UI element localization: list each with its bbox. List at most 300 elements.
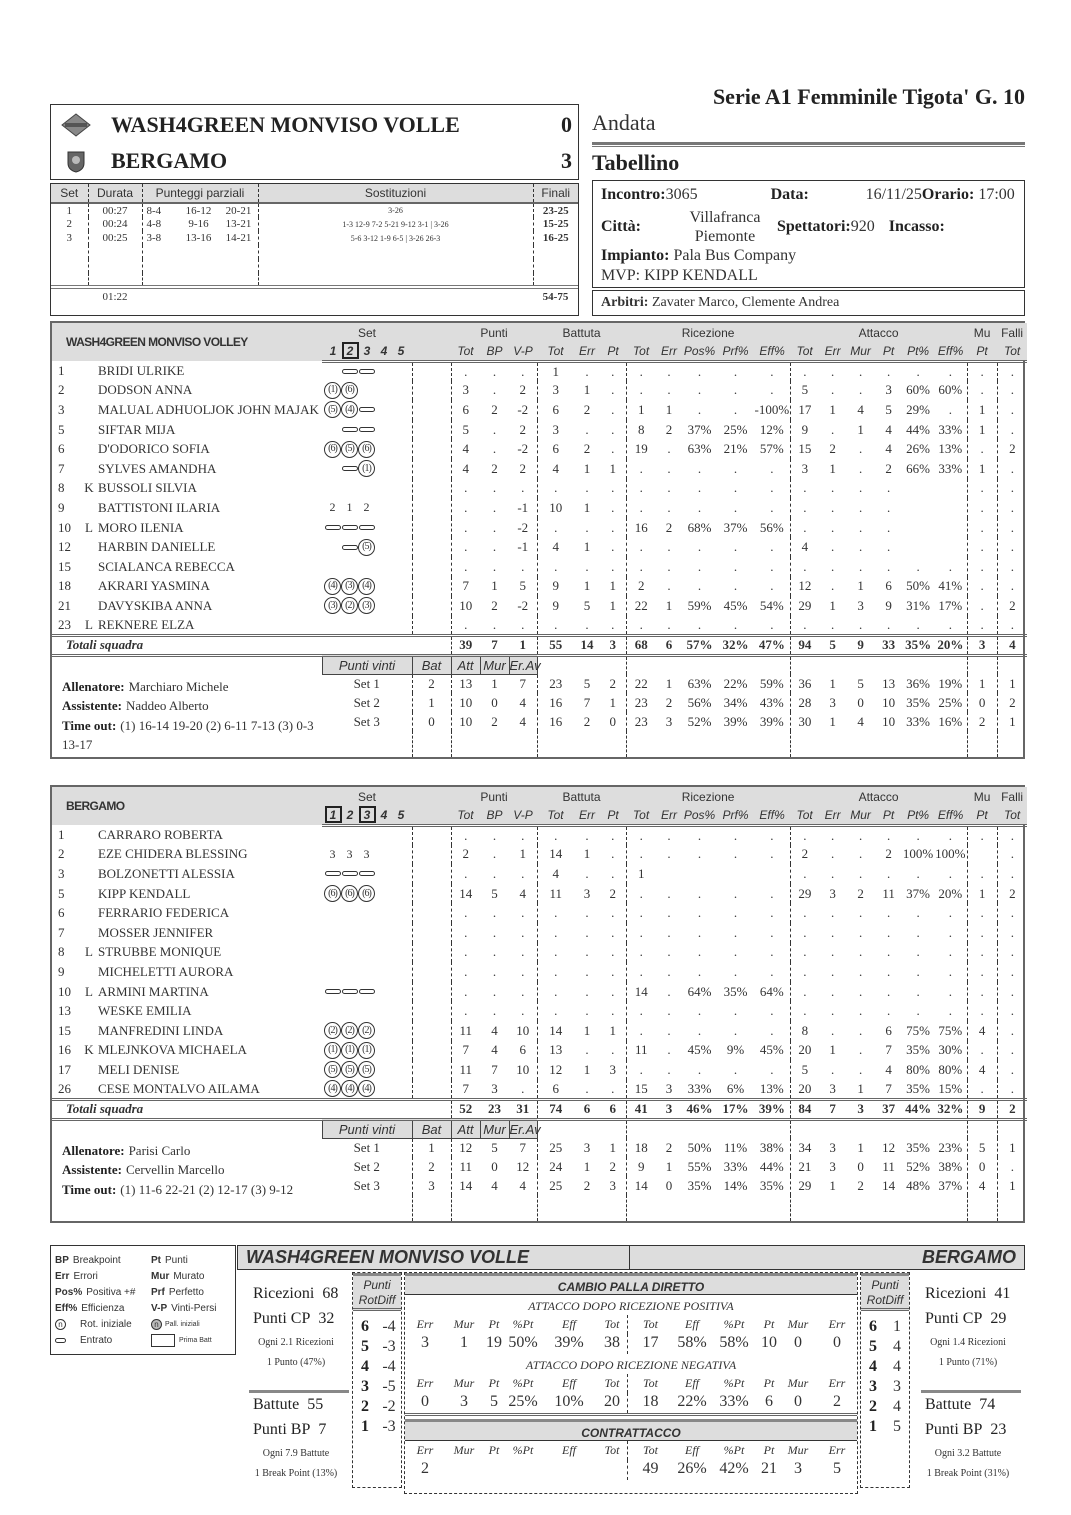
stat-cell: . — [948, 944, 952, 960]
total-cell: 5 — [819, 635, 846, 655]
stat-cell: 1 — [583, 382, 591, 398]
column-header: Pt — [967, 806, 997, 825]
legend-abbr: Prf — [151, 1286, 165, 1298]
stat-cell: 1 — [967, 400, 997, 420]
stat-cell: . — [830, 924, 835, 940]
stat-cell: 4 — [967, 1021, 997, 1041]
player-number: 23 — [58, 616, 71, 632]
column-header: Err — [656, 806, 682, 825]
attack-stat: 22% — [677, 1393, 707, 1410]
stat-cell: 75% — [906, 1022, 931, 1038]
rotation-row — [861, 1317, 909, 1337]
orario-label: Orario: — [921, 186, 975, 203]
away-bp-note2: 1 Break Point (31%) — [926, 1468, 1010, 1479]
stat-cell: . — [967, 616, 997, 636]
stat-cell: 3 — [491, 1080, 498, 1096]
starting-rotation-badge: (6) — [324, 441, 341, 458]
stat-cell: . — [733, 846, 738, 862]
stat-cell: . — [997, 923, 1027, 943]
rotation-row — [353, 1337, 401, 1357]
stat-cell: 25% — [723, 421, 748, 437]
stat-cell: . — [997, 459, 1027, 479]
set-stat-cell: 5 — [491, 1140, 498, 1156]
column-label: Mur — [453, 1443, 475, 1457]
set-markers — [322, 558, 412, 575]
stat-cell: 3 — [857, 597, 864, 613]
partial-score: 4-8 — [146, 218, 162, 230]
rotation-number: 6 — [361, 1318, 369, 1335]
set-stat-cell: 23% — [938, 1139, 963, 1155]
total-cell: 3 — [967, 635, 997, 655]
stat-cell: . — [492, 963, 497, 979]
set-stat-cell: 2 — [609, 1158, 617, 1174]
column-label: Err — [828, 1376, 846, 1390]
column-header: Err — [574, 342, 600, 361]
stat-cell: . — [521, 924, 525, 940]
rotation-diff: -3 — [382, 1338, 396, 1355]
stat-cell: -2 — [517, 401, 529, 417]
stat-cell: 2 — [491, 597, 498, 613]
column-header: Err — [656, 342, 682, 361]
value: 68 — [322, 1285, 339, 1302]
stat-cell: . — [697, 480, 702, 496]
attack-stat: 3 — [794, 1460, 802, 1477]
stat-cell: 16 — [626, 518, 656, 538]
stat-cell: 9 — [537, 596, 574, 616]
stat-cell: . — [886, 519, 891, 535]
stat-cell: . — [858, 827, 863, 843]
player-row — [52, 616, 1027, 636]
set-stat-cell: 2 — [857, 1177, 864, 1193]
stat-cell: . — [830, 480, 835, 496]
stat-cell: . — [967, 1041, 997, 1061]
stat-cell: . — [886, 616, 891, 632]
stat-cell: . — [626, 845, 656, 865]
stat-cell: . — [521, 1003, 525, 1019]
legend-text: Errori — [73, 1270, 98, 1282]
set-stat-cell: 5 — [583, 675, 591, 691]
set-stats-label: Set 1 — [353, 676, 380, 692]
player-name: CARRARO ROBERTA — [98, 826, 223, 842]
ca-values-grid — [405, 1441, 857, 1480]
home-cp-note2: 1 Punto (47%) — [266, 1357, 326, 1368]
set-stat-cell: 0 — [857, 1158, 864, 1174]
set-stat-cell: 28 — [790, 693, 819, 712]
player-name: BRIDI ULRIKE — [98, 362, 185, 378]
stat-cell: . — [830, 865, 835, 881]
column-label: Mur — [453, 1317, 475, 1331]
stat-cell: . — [451, 479, 480, 499]
legend-item — [55, 1255, 151, 1266]
stat-cell: 14 — [537, 1021, 574, 1041]
stat-cell: . — [967, 537, 997, 557]
column-label: Mur — [453, 1376, 475, 1390]
totals-row — [52, 1099, 1027, 1119]
stat-cell: . — [667, 363, 671, 379]
set-stat-cell: 7 — [583, 694, 591, 710]
stat-cell: . — [967, 518, 997, 538]
legend-text: Entrato — [80, 1334, 113, 1346]
divider — [249, 1390, 349, 1394]
column-header: Mur — [846, 342, 875, 361]
starting-rotation-badge: (1) — [358, 1042, 375, 1059]
player-role — [82, 1001, 96, 1021]
stat-cell: . — [790, 864, 819, 884]
stat-cell: . — [948, 924, 952, 940]
set-stat-cell: 0 — [665, 1177, 673, 1193]
stat-cell: . — [521, 1080, 525, 1096]
column-header: Tot — [790, 342, 819, 361]
stat-cell: . — [733, 499, 738, 515]
column-header: Mur — [846, 806, 875, 825]
stat-cell: 1 — [583, 578, 591, 594]
stat-cell: . — [770, 1061, 774, 1077]
stat-cell: . — [733, 480, 738, 496]
stat-cell: . — [967, 557, 997, 577]
stat-cell — [902, 518, 934, 538]
set-stat-cell: 35% — [759, 1177, 784, 1193]
divider — [592, 142, 1025, 147]
citta-value-1: Villafranca — [689, 209, 761, 226]
stat-cell: . — [948, 401, 952, 417]
legend-item — [55, 1335, 151, 1346]
entered-icon — [342, 369, 358, 374]
setter-position: 1 — [346, 500, 353, 515]
stat-cell: . — [733, 382, 738, 398]
stat-cell: 29 — [790, 596, 819, 616]
stat-cell: . — [858, 519, 863, 535]
stat-cell: . — [667, 441, 671, 457]
stat-cell: . — [770, 480, 774, 496]
total-cell: 20% — [934, 635, 967, 655]
set-stat-cell: 1 — [412, 1138, 451, 1157]
player-row — [52, 923, 1027, 943]
legend-abbr: Mur — [151, 1270, 170, 1282]
stat-cell: 2 — [626, 577, 656, 597]
stat-cell: . — [858, 924, 863, 940]
set-stat-cell: 2 — [609, 675, 617, 691]
stat-cell: . — [451, 616, 480, 636]
entered-icon — [359, 871, 375, 876]
punti-vinti-col: Att — [451, 1119, 480, 1138]
away-team-name: BERGAMO — [111, 148, 228, 173]
away-team-line — [51, 143, 578, 179]
player-name: REKNERE ELZA — [98, 616, 195, 632]
stat-cell: 2 — [519, 382, 527, 398]
set-stat-cell: 5 — [967, 1138, 997, 1157]
label: Ricezioni — [253, 1285, 315, 1302]
stat-cell: 6% — [726, 1080, 745, 1096]
starting-rotation-badge: (3) — [358, 597, 375, 614]
stat-cell: 1 — [583, 1061, 591, 1077]
attack-stat: 50% — [508, 1334, 538, 1351]
attack-stat: 49 — [627, 1460, 673, 1480]
stat-cell: . — [916, 944, 920, 960]
stat-cell: . — [611, 616, 615, 632]
stat-cell: . — [611, 846, 615, 862]
starting-rotation-badge: (4) — [358, 578, 375, 595]
player-role — [82, 1021, 96, 1041]
stat-cell: . — [537, 982, 574, 1002]
total-cell: 6 — [600, 1099, 626, 1119]
stat-cell: . — [626, 616, 656, 636]
stat-cell: . — [611, 499, 615, 515]
player-number: 5 — [58, 885, 65, 901]
player-name: SYLVES AMANDHA — [98, 460, 217, 476]
impianto-value: Pala Bus Company — [673, 247, 797, 264]
divider — [921, 1390, 1021, 1394]
group-label: Mu — [967, 323, 997, 342]
stat-cell: . — [451, 903, 480, 923]
stat-cell: 60% — [938, 382, 963, 398]
rotation-number: 3 — [361, 1378, 369, 1395]
stat-cell: . — [967, 381, 997, 401]
col-parziali: Punteggi parziali — [142, 184, 258, 203]
away-punti-bp — [925, 1421, 1006, 1439]
set-stat-cell: 21 — [790, 1157, 819, 1176]
stat-cell: 1 — [537, 361, 574, 381]
player-role: L — [85, 616, 93, 632]
player-role: L — [85, 944, 93, 960]
stat-cell: 6 — [537, 1080, 574, 1100]
column-header: Tot — [997, 342, 1027, 361]
stat-cell: 56% — [759, 519, 784, 535]
set-stat-cell: 1 — [829, 675, 836, 691]
stat-cell: . — [830, 846, 835, 862]
stat-cell: . — [585, 1042, 589, 1058]
total-cell: 37 — [875, 1099, 902, 1119]
stat-cell: . — [667, 480, 671, 496]
total-cell: 9 — [967, 1099, 997, 1119]
match-info — [592, 180, 1025, 288]
stat-cell: 10 — [516, 1061, 530, 1077]
set-number: 5 — [397, 808, 405, 823]
stat-cell: . — [492, 421, 497, 437]
set-stat-cell: 1 — [829, 713, 836, 729]
stat-cell: . — [790, 825, 819, 845]
totals-label: Totali squadra — [52, 635, 412, 655]
set-stat-cell: 38% — [938, 1158, 963, 1174]
player-row — [52, 1060, 1027, 1080]
player-role — [82, 400, 96, 420]
set-markers — [322, 865, 412, 882]
stat-cell: . — [997, 557, 1027, 577]
stat-cell: . — [967, 943, 997, 963]
player-role — [82, 557, 96, 577]
set-number: 1 — [66, 204, 72, 217]
stat-cell: . — [916, 616, 920, 632]
rotation-diff: 1 — [893, 1318, 901, 1335]
stat-cell: . — [830, 421, 835, 437]
rotation-number: 1 — [869, 1418, 877, 1435]
stat-cell: . — [733, 1061, 738, 1077]
stat-cell: . — [585, 827, 589, 843]
stat-cell: 6 — [537, 439, 574, 459]
rot-header-punti: Punti — [871, 1278, 899, 1292]
set-stat-cell: 16% — [938, 713, 963, 729]
stat-cell — [934, 498, 967, 518]
stat-cell: 35% — [723, 983, 748, 999]
stat-cell: . — [521, 865, 525, 881]
attack-stat: 6 — [765, 1393, 773, 1410]
stat-cell: 4 — [451, 439, 480, 459]
phase-label: Andata — [592, 110, 656, 135]
stat-cell: 1 — [626, 400, 656, 420]
player-role — [82, 903, 96, 923]
stat-cell: 33% — [687, 1080, 712, 1096]
set-markers — [322, 616, 412, 633]
stat-cell: 4 — [519, 885, 527, 901]
stat-cell: . — [886, 480, 891, 496]
initial-setter-icon: n — [151, 1319, 162, 1330]
set-markers — [322, 460, 412, 477]
rotation-diff: -2 — [382, 1398, 396, 1415]
stat-cell: 8 — [790, 1021, 819, 1041]
stat-cell: 2 — [665, 421, 673, 437]
stat-cell: 3 — [829, 885, 836, 901]
stat-cell: . — [790, 498, 819, 518]
stat-cell: 35% — [906, 1042, 931, 1058]
stat-cell: . — [997, 1041, 1027, 1061]
stat-cell: . — [948, 558, 952, 574]
stat-cell: . — [948, 865, 952, 881]
summary-team-bar — [237, 1245, 1025, 1270]
stat-cell: . — [521, 827, 525, 843]
stat-cell: . — [886, 983, 891, 999]
stat-cell: . — [492, 983, 497, 999]
stat-cell: 2 — [997, 439, 1027, 459]
value: 29 — [990, 1310, 1007, 1327]
stat-cell: . — [997, 400, 1027, 420]
stat-cell: 4 — [451, 459, 480, 479]
player-role — [82, 596, 96, 616]
stat-cell: 1 — [491, 578, 498, 594]
attack-stat: 19 — [486, 1334, 502, 1351]
stat-cell: . — [733, 827, 738, 843]
stat-cell: . — [830, 519, 835, 535]
starting-rotation-badge: (2) — [324, 1022, 341, 1039]
attack-stat: 5 — [833, 1460, 841, 1477]
stat-cell: 1 — [665, 597, 673, 613]
player-role — [82, 962, 96, 982]
set-stat-cell: 5 — [857, 675, 864, 691]
partial-score: 9-16 — [188, 218, 209, 230]
staff-info — [52, 1119, 322, 1221]
player-name: MOSSER JENNIFER — [98, 924, 214, 940]
stat-cell: . — [697, 401, 702, 417]
stat-cell: 45% — [723, 597, 748, 613]
column-header: Prf% — [717, 342, 754, 361]
stat-cell: . — [697, 905, 702, 921]
stat-cell: 7 — [885, 1080, 892, 1096]
set-stat-cell: 43% — [759, 694, 784, 710]
player-role — [82, 498, 96, 518]
stat-cell: 2 — [829, 441, 836, 457]
stat-cell: . — [697, 924, 702, 940]
column-header: Tot — [997, 806, 1027, 825]
column-header: Pos% — [682, 342, 717, 361]
stat-cell: 44% — [906, 421, 931, 437]
entered-icon — [55, 1338, 66, 1343]
rot-header-rot: Rot — [358, 1293, 378, 1307]
player-row — [52, 1080, 1027, 1100]
group-label: Mu — [967, 787, 997, 806]
set-stat-cell: 23 — [537, 674, 574, 693]
stat-cell: . — [667, 539, 671, 555]
stat-cell: . — [626, 498, 656, 518]
stat-cell: . — [997, 498, 1027, 518]
total-cell: 68 — [626, 635, 656, 655]
rotation-row — [861, 1417, 909, 1437]
home-bp-note2: 1 Break Point (13%) — [254, 1468, 338, 1479]
stat-cell: . — [770, 616, 774, 632]
stat-cell: 1 — [609, 460, 617, 476]
stat-cell: . — [948, 963, 952, 979]
stat-cell: . — [733, 616, 738, 632]
cambio-palla-panel — [404, 1272, 858, 1494]
legend-item — [151, 1271, 231, 1282]
rotation-number: 3 — [869, 1378, 877, 1395]
stat-cell: 1 — [583, 499, 591, 515]
column-label: Tot — [627, 1374, 673, 1393]
stat-cell: . — [790, 616, 819, 636]
stat-cell: . — [997, 825, 1027, 845]
stat-cell: . — [697, 539, 702, 555]
stat-cell: . — [611, 1080, 615, 1096]
stat-cell: . — [626, 1060, 656, 1080]
player-number: 2 — [58, 846, 65, 862]
set-stat-cell: 24 — [537, 1157, 574, 1176]
cambio-palla-title: CAMBIO PALLA DIRETTO — [405, 1273, 857, 1295]
set-stat-cell: 52% — [687, 713, 712, 729]
stat-cell: . — [492, 616, 497, 632]
column-header: V-P — [509, 342, 537, 361]
group-label: Punti — [451, 323, 537, 342]
rotation-diff: 4 — [893, 1358, 901, 1375]
player-name: CESE MONTALVO AILAMA — [98, 1080, 260, 1096]
stat-cell: . — [611, 519, 615, 535]
stat-cell: 11 — [537, 884, 574, 904]
stat-cell: 17% — [938, 597, 963, 613]
stat-cell: . — [997, 479, 1027, 499]
stat-cell: . — [697, 1003, 702, 1019]
attack-stat: 17 — [627, 1334, 673, 1354]
stat-cell: 5 — [519, 578, 527, 594]
stat-cell: . — [916, 1003, 920, 1019]
attack-stat: 3 — [460, 1393, 468, 1410]
player-role — [82, 420, 96, 440]
stat-cell: . — [733, 363, 738, 379]
stat-cell: 2 — [583, 441, 591, 457]
stat-cell: . — [948, 905, 952, 921]
stat-cell: . — [858, 963, 863, 979]
stat-cell: . — [537, 479, 574, 499]
set-stat-cell: 23 — [626, 712, 656, 731]
substitutions: 5-6 3-12 1-9 6-5 | 3-26 26-3 — [258, 231, 533, 245]
rotation-circle-icon: n — [55, 1319, 66, 1330]
column-header: Err — [819, 806, 846, 825]
referees — [592, 290, 1025, 316]
stat-cell: . — [886, 963, 891, 979]
set-stat-cell: 0 — [491, 694, 498, 710]
column-label: %Pt — [723, 1317, 745, 1331]
set-stat-cell: 34 — [790, 1138, 819, 1157]
set-stat-cell: 1 — [997, 712, 1027, 731]
stat-cell: 2 — [491, 460, 498, 476]
set-markers — [322, 944, 412, 961]
stat-cell: 8 — [626, 420, 656, 440]
stat-cell: 3 — [885, 382, 892, 398]
